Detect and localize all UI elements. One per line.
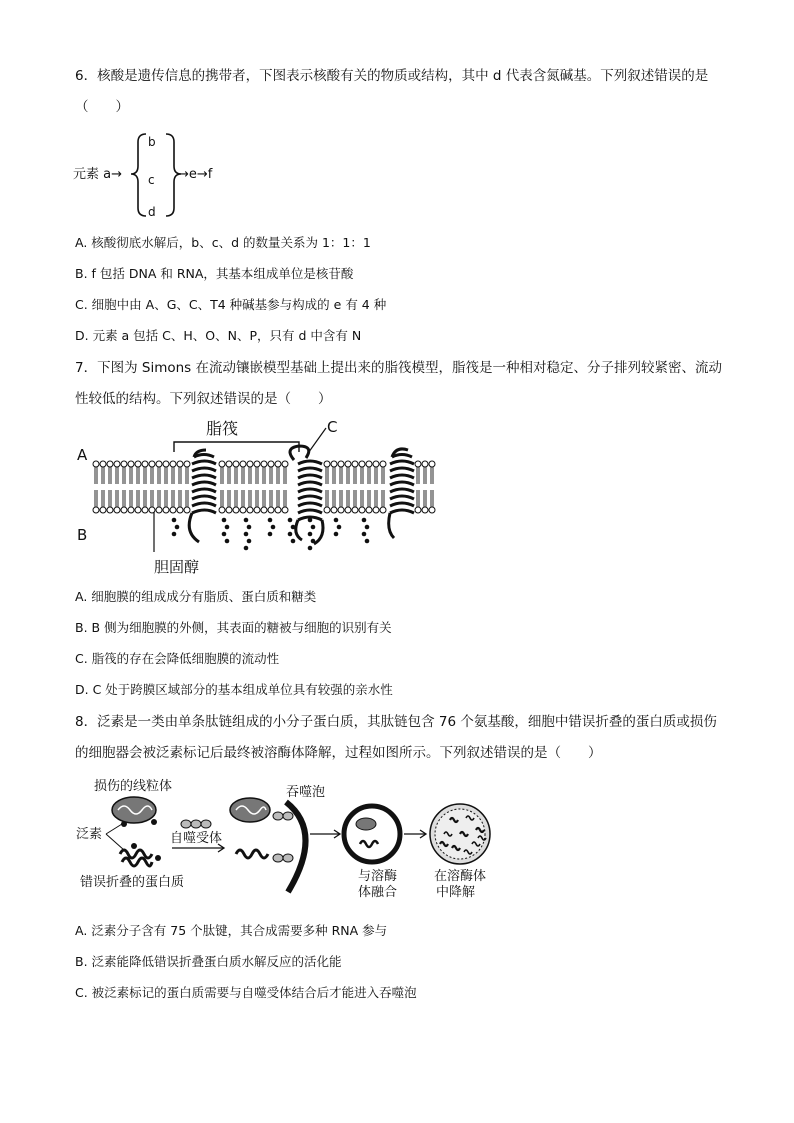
- q6-element-a-label: 元素 a→: [73, 167, 122, 182]
- q8-fuse-label-1: 与溶酶: [358, 869, 398, 884]
- q7-stem-line2: 性较低的结构。下列叙述错误的是（ ）: [75, 391, 332, 407]
- q8-step-arrow-2: [310, 830, 340, 838]
- q6-diagram: [70, 128, 270, 224]
- q8-ubiquitin-label: 泛素: [76, 827, 103, 842]
- q7-raft-label: 脂筏: [206, 419, 239, 438]
- q8-ubiquitin-pointers: [106, 824, 124, 850]
- q7-membrane-diagram: [74, 412, 444, 580]
- q7-protein-3: [389, 449, 414, 538]
- q8-tagged-cargo: [230, 798, 293, 862]
- q7-label-c: C: [327, 418, 338, 436]
- q7-glycocalyx: [172, 518, 370, 551]
- q7-option-b: B. B 侧为细胞膜的外侧，其表面的糖被与细胞的识别有关: [75, 620, 392, 635]
- q8-receptor-icon: [181, 820, 211, 828]
- q8-receptor-label: 自噬受体: [170, 831, 223, 846]
- q7-protein-1: [189, 450, 216, 542]
- q8-stem-line1: 8．泛素是一类由单条肽链组成的小分子蛋白质，其肽链包含 76 个氨基酸，细胞中错误折叠的蛋白质或损伤: [75, 714, 717, 730]
- q8-step-arrow-3: [404, 830, 426, 838]
- q6-stem-line1: 6．核酸是遗传信息的携带者，下图表示核酸有关的物质或结构，其中 d 代表含氮碱基。下列叙述错误的是: [75, 68, 709, 84]
- q8-lysosome: [430, 804, 490, 864]
- q6-option-b: B. f 包括 DNA 和 RNA，其基本组成单位是核苷酸: [75, 266, 354, 281]
- q6-stem-line2: （ ）: [75, 99, 129, 115]
- q6-label-d: d: [148, 205, 156, 219]
- q8-misfolded-protein: [120, 843, 161, 866]
- q6-option-a: A. 核酸彻底水解后，b、c、d 的数量关系为 1：1：1: [75, 235, 371, 250]
- q7-label-b: B: [77, 526, 88, 544]
- q6-option-c: C. 细胞中由 A、G、C、T4 种碱基参与构成的 e 有 4 种: [75, 297, 387, 312]
- q6-right-label: →e→f: [178, 167, 213, 182]
- q8-degrade-label-2: 中降解: [436, 885, 476, 900]
- q7-option-d: D. C 处于跨膜区域部分的基本组成单位具有较强的亲水性: [75, 682, 393, 697]
- q6-label-b: b: [148, 135, 156, 149]
- q7-label-a: A: [77, 446, 88, 464]
- q7-cholesterol-label: 胆固醇: [154, 558, 200, 576]
- q8-autophagosome: [344, 806, 400, 862]
- q7-raft-bracket: [174, 442, 299, 452]
- q7-option-c: C. 脂筏的存在会降低细胞膜的流动性: [75, 651, 280, 666]
- q7-outer-leaflet: [93, 461, 435, 484]
- q8-misfolded-label: 错误折叠的蛋白质: [80, 875, 185, 890]
- q8-option-b: B. 泛素能降低错误折叠蛋白质水解反应的活化能: [75, 954, 342, 969]
- q8-phagophore-label: 吞噬泡: [286, 785, 326, 800]
- q7-protein-c: [290, 446, 323, 544]
- q7-option-a: A. 细胞膜的组成成分有脂质、蛋白质和糖类: [75, 589, 317, 604]
- q6-label-c: c: [148, 173, 155, 187]
- q7-inner-leaflet: [93, 490, 435, 513]
- q8-option-c: C. 被泛素标记的蛋白质需要与自噬受体结合后才能进入吞噬泡: [75, 985, 417, 1000]
- q6-option-d: D. 元素 a 包括 C、H、O、N、P，只有 d 中含有 N: [75, 328, 362, 343]
- q6-left-brace: [131, 134, 146, 216]
- q8-degrade-label-1: 在溶酶体: [434, 869, 487, 884]
- q8-fuse-label-2: 体融合: [358, 885, 398, 900]
- q8-damaged-mito-label: 损伤的线粒体: [94, 779, 173, 794]
- q8-autophagy-diagram: [74, 772, 504, 912]
- q8-stem-line2: 的细胞器会被泛素标记后最终被溶酶体降解，过程如图所示。下列叙述错误的是（ ）: [75, 745, 602, 761]
- q8-option-a: A. 泛素分子含有 75 个肽键，其合成需要多种 RNA 参与: [75, 923, 388, 938]
- q7-stem-line1: 7．下图为 Simons 在流动镶嵌模型基础上提出来的脂筏模型，脂筏是一种相对稳定、分子排列较紧密、流动: [75, 360, 722, 376]
- q8-damaged-mitochondrion: [112, 797, 157, 827]
